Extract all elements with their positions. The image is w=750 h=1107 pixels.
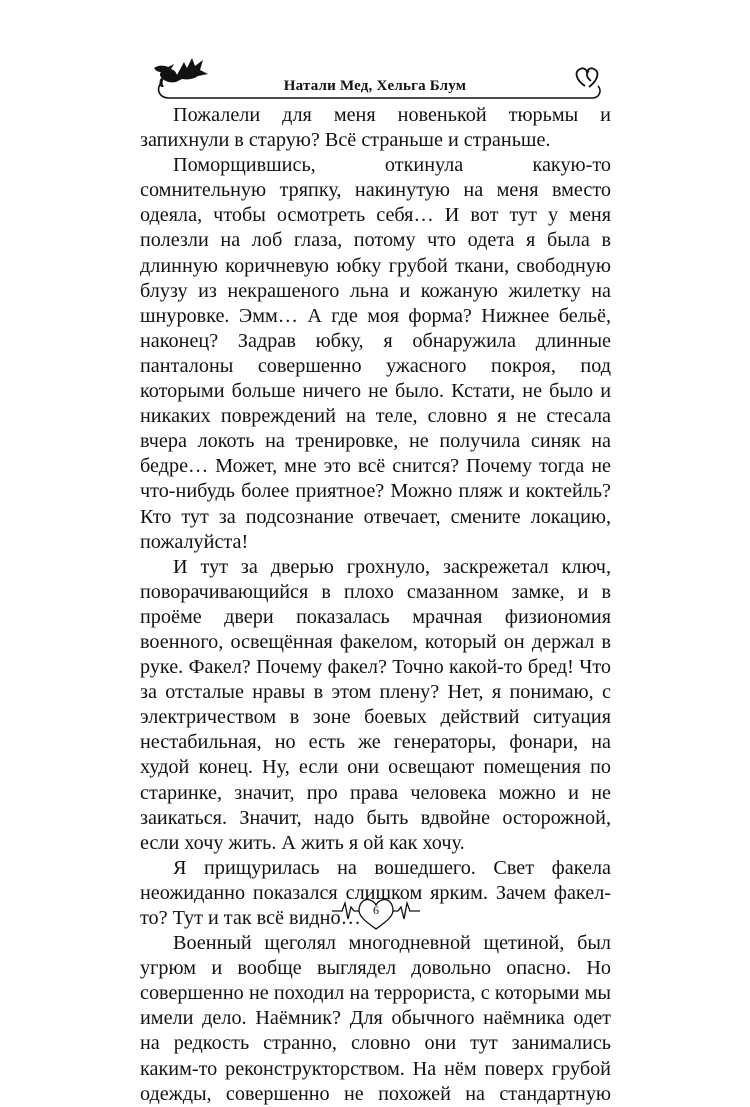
page-number: 6 [373, 903, 379, 917]
paragraph-2: Поморщившись, откинула какую-то сомнительную тряпку, накинутую на меня вместо одеяла, чтобы осмотреть себя… И вот тут у меня полезли на лоб глаза, потому что одета я была в длинную коричневую юбку грубой ткани, свободную блузу из некрашеного льна и кожаную жилетку на шнуровке. Эмм… А где моя форма? Нижнее бельё, наконец? Задрав юбку, я обнаружила длинные панталоны совершенно ужасного покроя, под которыми больше ничего не было. Кстати, не было и никаких повреждений на теле, словно я не стесала вчера локоть на тренировке, не получила синяк на бедре… Может, мне это всё снится? Почему тогда не что-нибудь более приятное? Можно пляж и коктейль? Кто тут за подсознание отвечает, смените локацию, пожалуйста! [140, 154, 611, 553]
paragraph-5: Военный щеголял многодневной щетиной, был угрюм и вообще выглядел довольно опасно. Но совершенно не походил на террориста, с которыми мы имели дело. Наёмник? Для обычного наёмника одет на редкость странно, словно они тут занимались каким-то реконструкторством. На нём поверх грубой одежды, совершенно не похожей на стандартную [140, 932, 611, 1105]
running-header-title: Натали Мед, Хельга Блум [283, 78, 467, 94]
body-text [140, 103, 611, 1107]
page-footer [330, 888, 422, 934]
paragraph-3: И тут за дверью грохнуло, заскрежетал ключ, поворачивающийся в плохо смазанном замке, и в проёме двери показалась мрачная физиономия военного, освещённая факелом, который он держал в руке. Факел? Почему факел? Точно какой-то бред! Что за отсталые нравы в этом плену? Нет, я понимаю, с электричеством в зоне боевых действий ситуация нестабильная, но есть же генераторы, фонари, на худой конец. Ну, если они освещают помещения по старинке, значит, про права человека можно и не заикаться. Значит, надо быть вдвойне осторожной, если хочу жить. А жить я ой как хочу. [140, 555, 611, 854]
paragraph-4: Я прищурилась на вошедшего. Свет факела неожиданно показался слишком ярким. Зачем факел-то? Тут и так всё видно… [140, 856, 611, 929]
paragraph-1: Пожалели для меня новенькой тюрьмы и запихнули в старую? Всё страньше и страньше. [140, 104, 611, 152]
